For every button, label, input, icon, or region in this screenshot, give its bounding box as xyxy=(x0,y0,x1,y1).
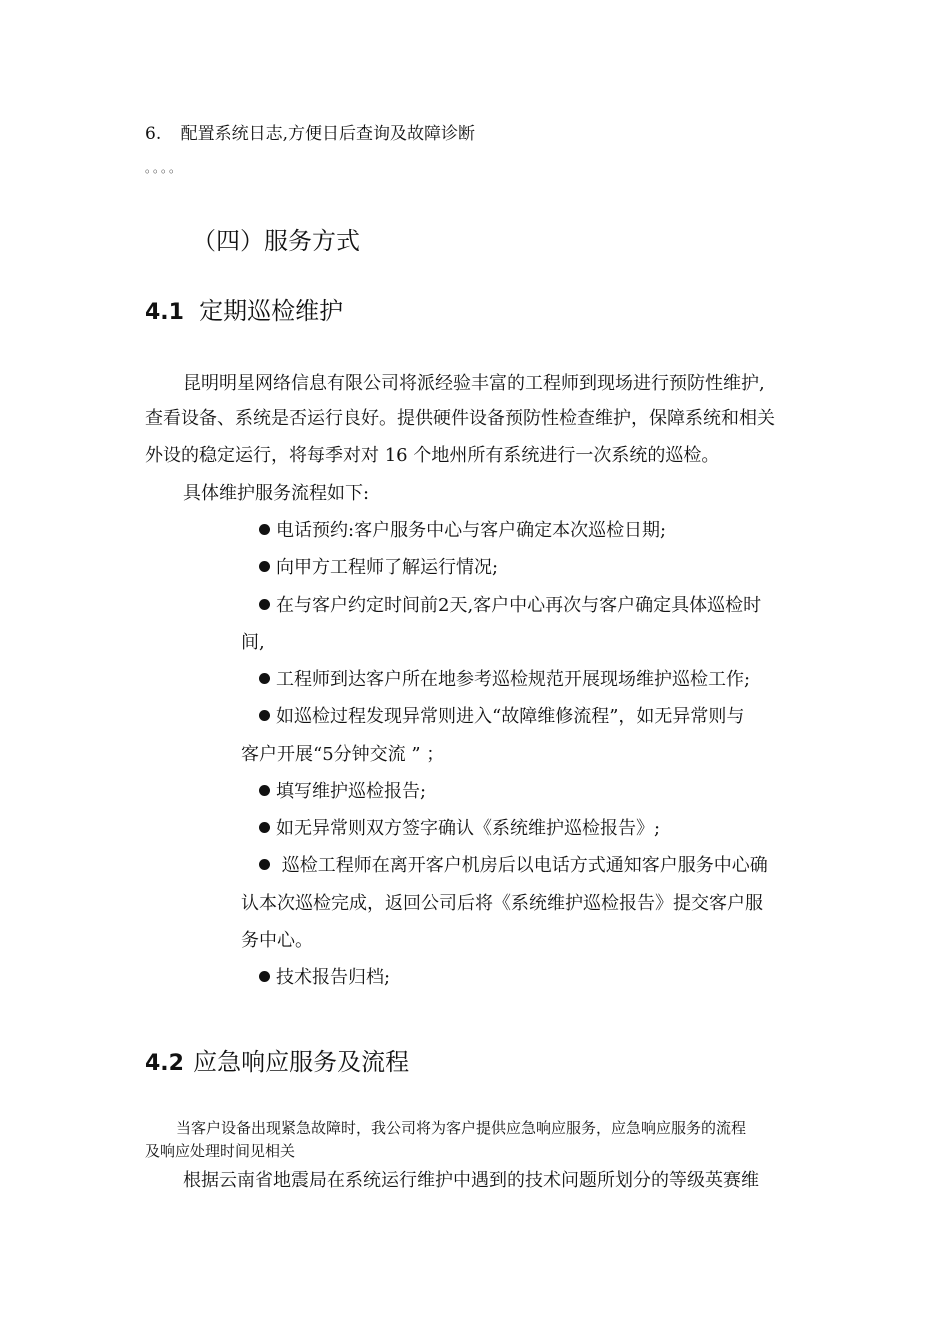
bullet-continuation: 认本次巡检完成，返回公司后将《系统维护巡检报告》提交客户服 xyxy=(241,893,763,914)
heading-number: 4.2 xyxy=(145,1051,184,1076)
bullet-icon xyxy=(259,561,270,572)
bullet-item: 工程师到达客户所在地参考巡检规范开展现场维护巡检工作; xyxy=(259,667,750,693)
bullet-icon xyxy=(259,524,270,535)
bullet-item: 巡检工程师在离开客户机房后以电话方式通知客户服务中心确 xyxy=(259,853,768,879)
bullet-icon xyxy=(259,673,270,684)
list-item-6 xyxy=(145,122,475,146)
list-item-text: 配置系统日志,方便日后查询及故障诊断 xyxy=(180,124,476,144)
bullet-icon xyxy=(259,710,270,721)
heading-title: 定期巡检维护 xyxy=(199,297,344,325)
bullet-item: 电话预约:客户服务中心与客户确定本次巡检日期; xyxy=(259,518,666,544)
bullet-continuation: 客户开展“5分钟交流 ” ； xyxy=(241,744,445,765)
heading-4-1 xyxy=(145,294,343,331)
bullet-item: 如巡检过程发现异常则进入“故障维修流程”，如无异常则与 xyxy=(259,704,744,730)
section-heading: （四）服务方式 xyxy=(192,227,360,255)
heading-number: 4.1 xyxy=(145,300,184,325)
paragraph-line: 外设的稳定运行，将每季对对 16 个地州所有系统进行一次系统的巡检。 xyxy=(145,445,720,466)
bullet-item: 在与客户约定时间前2天,客户中心再次与客户确定具体巡检时 xyxy=(259,593,761,619)
paragraph-line: 查看设备、系统是否运行良好。提供硬件设备预防性检查维护，保障系统和相关 xyxy=(145,408,775,429)
bullet-icon xyxy=(259,599,270,610)
ellipsis: 。。。。 xyxy=(145,161,184,175)
heading-4-2 xyxy=(145,1045,409,1082)
bullet-continuation: 务中心。 xyxy=(241,930,313,951)
bullet-icon xyxy=(259,859,270,870)
heading-title: 应急响应服务及流程 xyxy=(193,1048,410,1076)
bullet-item: 向甲方工程师了解运行情况; xyxy=(259,555,498,581)
bullet-item: 技术报告归档; xyxy=(259,965,390,991)
bullet-continuation: 间, xyxy=(241,632,265,653)
paragraph-line: 根据云南省地震局在系统运行维护中遇到的技术问题所划分的等级英赛维 xyxy=(183,1170,759,1191)
flow-intro: 具体维护服务流程如下: xyxy=(183,483,370,504)
bullet-icon xyxy=(259,785,270,796)
paragraph-line: 昆明明星网络信息有限公司将派经验丰富的工程师到现场进行预防性维护, xyxy=(183,373,765,394)
bullet-icon xyxy=(259,822,270,833)
bullet-icon xyxy=(259,971,270,982)
list-item-number: 6. xyxy=(145,124,162,144)
paragraph-line: 及响应处理时间见相关 xyxy=(145,1142,296,1160)
paragraph-line: 当客户设备出现紧急故障时，我公司将为客户提供应急响应服务，应急响应服务的流程 xyxy=(176,1119,747,1137)
bullet-item: 如无异常则双方签字确认《系统维护巡检报告》; xyxy=(259,816,660,842)
bullet-item: 填写维护巡检报告; xyxy=(259,779,426,805)
